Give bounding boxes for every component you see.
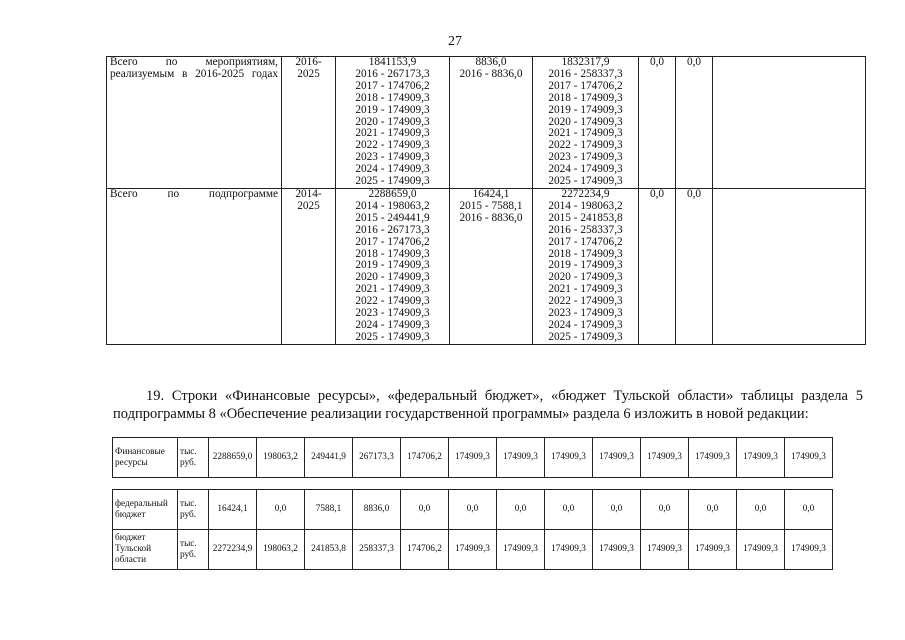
- total-line: 2024 - 174909,3: [355, 163, 430, 176]
- unit-cell: тыс. руб.: [178, 438, 209, 478]
- value-cell: 174909,3: [737, 530, 785, 570]
- total-line: 2021 - 174909,3: [355, 283, 430, 296]
- value-cell: 0,0: [689, 490, 737, 530]
- empty-cell: [713, 188, 866, 344]
- value-cell: 267173,3: [353, 438, 401, 478]
- period-line: 2016-: [295, 56, 322, 68]
- row-label: федеральный бюджет: [113, 490, 178, 530]
- value-cell: 258337,3: [353, 530, 401, 570]
- unit-cell: тыс. руб.: [178, 490, 209, 530]
- value-cell: 174909,3: [785, 438, 833, 478]
- value-cell: 0,0: [785, 490, 833, 530]
- value-cell: 0,0: [593, 490, 641, 530]
- local-cell: 0,0: [639, 57, 676, 189]
- federal-line: 2015 - 7588,1: [459, 199, 523, 212]
- period-cell: [282, 57, 336, 189]
- value-cell: 174909,3: [449, 530, 497, 570]
- total-line: 2022 - 174909,3: [355, 295, 430, 308]
- total-line: 2017 - 174706,2: [355, 79, 430, 92]
- period-line: 2025: [297, 199, 320, 212]
- regional-line: 2018 - 174909,3: [548, 247, 623, 260]
- value-cell: 249441,9: [305, 438, 353, 478]
- value-cell: 174909,3: [593, 530, 641, 570]
- regional-line: 1832317,9: [561, 56, 610, 68]
- value-cell: 174909,3: [785, 530, 833, 570]
- value-cell: 0,0: [449, 490, 497, 530]
- total-line: 2019 - 174909,3: [355, 103, 430, 116]
- regional-line: 2024 - 174909,3: [548, 318, 623, 331]
- regional-line: 2016 - 258337,3: [548, 223, 623, 236]
- regional-line: 2024 - 174909,3: [548, 163, 623, 176]
- value-cell: 241853,8: [305, 530, 353, 570]
- total-line: 2018 - 174909,3: [355, 91, 430, 104]
- regional-line: 2025 - 174909,3: [548, 175, 623, 188]
- other-cell: 0,0: [676, 188, 713, 344]
- value-cell: 0,0: [545, 490, 593, 530]
- regional-line: 2023 - 174909,3: [548, 307, 623, 320]
- regional-line: 2015 - 241853,8: [548, 211, 623, 224]
- value-cell: 174909,3: [545, 530, 593, 570]
- value-cell: 174909,3: [497, 438, 545, 478]
- total-line: 2021 - 174909,3: [355, 127, 430, 140]
- total-cell: [336, 188, 450, 344]
- regional-line: 2021 - 174909,3: [548, 283, 623, 296]
- federal-cell: [450, 57, 533, 189]
- value-cell: 7588,1: [305, 490, 353, 530]
- funding-table: [106, 56, 866, 345]
- value-cell: 8836,0: [353, 490, 401, 530]
- value-cell: 174909,3: [641, 438, 689, 478]
- total-line: 2015 - 249441,9: [355, 211, 430, 224]
- total-line: 2023 - 174909,3: [355, 151, 430, 164]
- value-cell: 198063,2: [257, 530, 305, 570]
- total-line: 2014 - 198063,2: [355, 199, 430, 212]
- paragraph-line-2: подпрограммы 8 «Обеспечение реализации государственной программы» раздела 6 изложить в новой редакции:: [113, 406, 809, 422]
- value-cell: 174706,2: [401, 530, 449, 570]
- value-cell: 2272234,9: [209, 530, 257, 570]
- total-cell: [336, 57, 450, 189]
- value-cell: 0,0: [497, 490, 545, 530]
- value-cell: 174909,3: [737, 438, 785, 478]
- regional-cell: [533, 57, 639, 189]
- value-cell: 174909,3: [545, 438, 593, 478]
- total-line: 2022 - 174909,3: [355, 139, 430, 152]
- table-row: [113, 490, 833, 530]
- value-cell: 174909,3: [449, 438, 497, 478]
- regional-cell: [533, 188, 639, 344]
- period-cell: [282, 188, 336, 344]
- row-label: бюджет Тульской области: [113, 530, 178, 570]
- value-cell: 174706,2: [401, 438, 449, 478]
- row-name-cell: [107, 188, 282, 344]
- federal-line: 2016 - 8836,0: [459, 211, 523, 224]
- total-line: 2024 - 174909,3: [355, 318, 430, 331]
- empty-cell: [713, 57, 866, 189]
- paragraph-line-1: 19. Строки «Финансовые ресурсы», «федеральный бюджет», «бюджет Тульской области» таблицы раздела 5: [146, 388, 863, 404]
- value-cell: 174909,3: [689, 438, 737, 478]
- total-line: 2288659,0: [368, 187, 417, 200]
- table-row: [113, 530, 833, 570]
- value-cell: 0,0: [257, 490, 305, 530]
- total-line: 1841153,9: [368, 56, 417, 68]
- period-line: 2025: [297, 67, 320, 80]
- total-line: 2025 - 174909,3: [355, 175, 430, 188]
- total-line: 2020 - 174909,3: [355, 115, 430, 128]
- period-line: 2014-: [295, 187, 322, 200]
- regional-line: 2018 - 174909,3: [548, 91, 623, 104]
- table-row: [107, 57, 866, 189]
- value-cell: 0,0: [641, 490, 689, 530]
- amendment-paragraph: [113, 387, 863, 423]
- regional-line: 2017 - 174706,2: [548, 235, 623, 248]
- regional-line: 2023 - 174909,3: [548, 151, 623, 164]
- value-cell: 16424,1: [209, 490, 257, 530]
- value-cell: 2288659,0: [209, 438, 257, 478]
- total-line: 2020 - 174909,3: [355, 271, 430, 284]
- row-name: Всего по подпрограмме: [110, 187, 278, 200]
- value-cell: 0,0: [401, 490, 449, 530]
- value-cell: 174909,3: [593, 438, 641, 478]
- local-cell: 0,0: [639, 188, 676, 344]
- table-row: [107, 188, 866, 344]
- regional-line: 2025 - 174909,3: [548, 330, 623, 343]
- regional-line: 2016 - 258337,3: [548, 67, 623, 80]
- federal-line: 8836,0: [475, 56, 507, 68]
- regional-line: 2019 - 174909,3: [548, 259, 623, 272]
- federal-cell: [450, 188, 533, 344]
- regional-line: 2022 - 174909,3: [548, 295, 623, 308]
- value-cell: 174909,3: [641, 530, 689, 570]
- row-name: Всего по мероприятиям, реализуемым в 2016-2025 годах: [110, 56, 278, 80]
- total-line: 2017 - 174706,2: [355, 235, 430, 248]
- page-number: 27: [448, 34, 462, 49]
- total-line: 2016 - 267173,3: [355, 223, 430, 236]
- total-line: 2023 - 174909,3: [355, 307, 430, 320]
- regional-line: 2022 - 174909,3: [548, 139, 623, 152]
- regional-line: 2020 - 174909,3: [548, 115, 623, 128]
- total-line: 2019 - 174909,3: [355, 259, 430, 272]
- federal-line: 2016 - 8836,0: [459, 67, 523, 80]
- value-cell: 174909,3: [689, 530, 737, 570]
- regional-line: 2272234,9: [561, 187, 610, 200]
- value-cell: 174909,3: [497, 530, 545, 570]
- regional-line: 2014 - 198063,2: [548, 199, 623, 212]
- unit-cell: тыс. руб.: [178, 530, 209, 570]
- table-row: [113, 438, 833, 478]
- regional-line: 2017 - 174706,2: [548, 79, 623, 92]
- row-label: Финансовые ресурсы: [113, 438, 178, 478]
- regional-line: 2020 - 174909,3: [548, 271, 623, 284]
- value-cell: 198063,2: [257, 438, 305, 478]
- value-cell: 0,0: [737, 490, 785, 530]
- federal-line: 16424,1: [472, 187, 510, 200]
- budget-sources-table: [112, 489, 833, 570]
- total-line: 2018 - 174909,3: [355, 247, 430, 260]
- other-cell: 0,0: [676, 57, 713, 189]
- regional-line: 2019 - 174909,3: [548, 103, 623, 116]
- total-line: 2016 - 267173,3: [355, 67, 430, 80]
- financial-resources-table: [112, 437, 833, 478]
- row-name-cell: [107, 57, 282, 189]
- regional-line: 2021 - 174909,3: [548, 127, 623, 140]
- total-line: 2025 - 174909,3: [355, 330, 430, 343]
